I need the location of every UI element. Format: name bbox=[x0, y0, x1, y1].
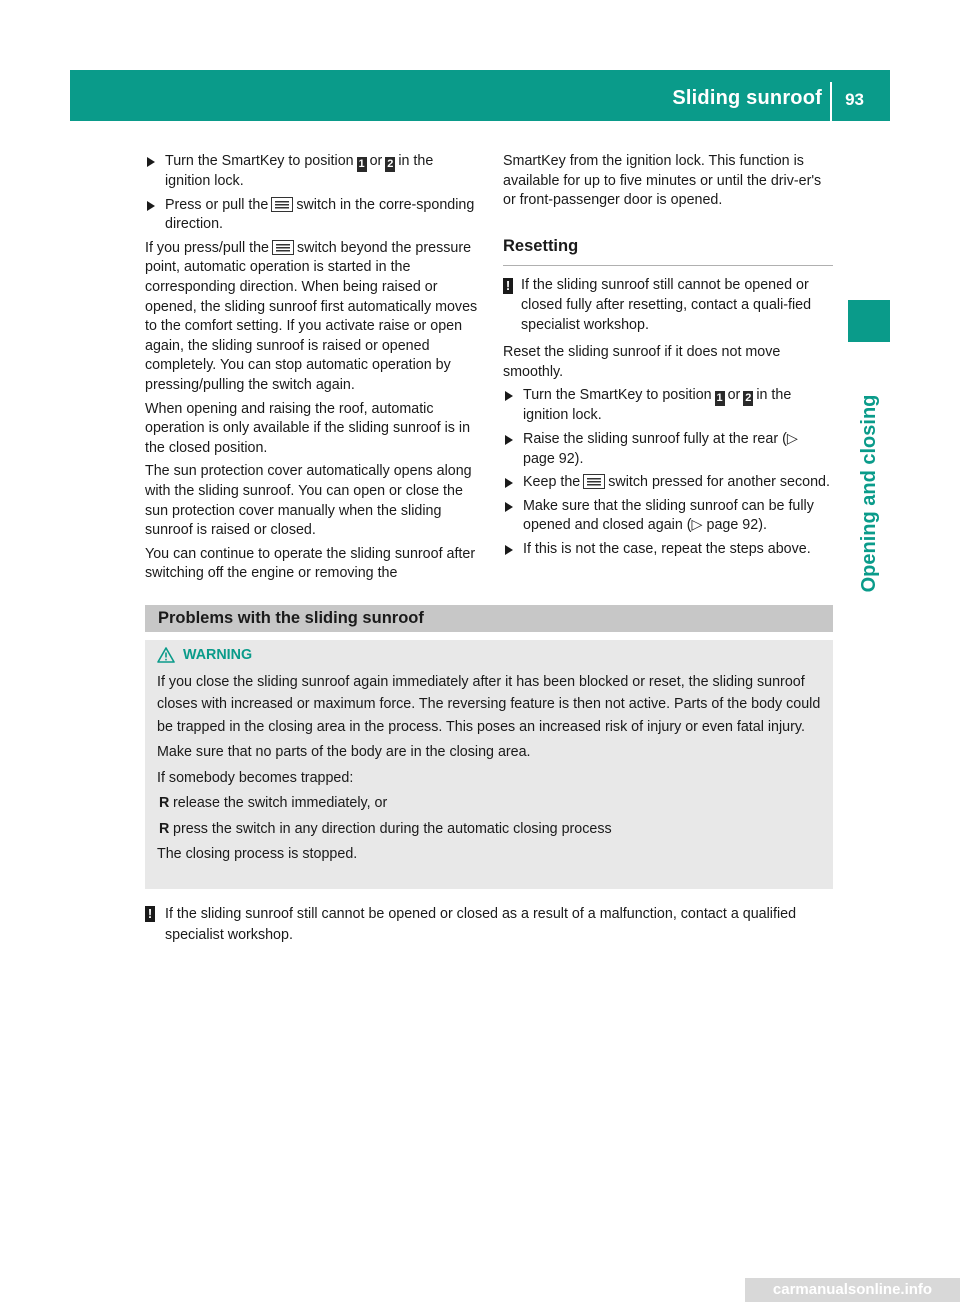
warning-title: WARNING bbox=[157, 644, 825, 667]
exclamation-icon: ! bbox=[503, 278, 513, 294]
step-arrow-icon bbox=[505, 502, 513, 512]
step-arrow-icon bbox=[147, 201, 155, 211]
header-divider bbox=[830, 82, 832, 121]
page-reference-link[interactable]: (▷ page 92). bbox=[523, 430, 798, 467]
warning-triangle-icon bbox=[157, 647, 175, 663]
bullet-icon: R bbox=[159, 795, 170, 811]
paragraph-continue-operate: You can continue to operate the sliding sunroof after switching off the engine or removing the bbox=[145, 545, 476, 582]
warning-make-sure: Make sure that no parts of the body are in the closing area. bbox=[157, 744, 531, 760]
step-arrow-icon bbox=[505, 391, 513, 401]
paragraph-automatic-operation: If you press/pull the switch beyond the pressure point, automatic operation is started in the corresponding direction. When being raised or opened, the sliding sunroof first automatically moves to the comfort setting. If you activate raise or open again, the sliding sunroof is raised or opened completely. You can stop automatic operation by pressing/pulling the switch again. bbox=[145, 239, 478, 393]
side-tab-label: Opening and closing bbox=[858, 394, 880, 593]
paragraph-reset-intro: Reset the sliding sunroof if it does not move smoothly. bbox=[503, 344, 781, 380]
paragraph-sun-protection: The sun protection cover automatically opens along with the sliding sunroof. You can open or close the sun protection cover manually when the sliding sunroof is raised or closed. bbox=[145, 463, 472, 539]
warning-trapped: If somebody becomes trapped: bbox=[157, 769, 354, 786]
step-arrow-icon bbox=[147, 157, 155, 167]
warning-stopped: The closing process is stopped. bbox=[157, 846, 358, 862]
header-bar bbox=[70, 70, 890, 121]
key-position-1-icon: 1 bbox=[716, 392, 723, 405]
side-marker bbox=[848, 300, 890, 342]
key-position-1-icon: 1 bbox=[358, 158, 365, 170]
step-turn-key-reset: Turn the SmartKey to position 1 or 2 in the ignition lock. bbox=[503, 386, 833, 426]
step-raise-sunroof: Raise the sliding sunroof fully at the rear (▷ page 92). bbox=[503, 430, 833, 469]
step-make-sure: Make sure that the sliding sunroof can be fully opened and closed again (▷ page 92). bbox=[503, 497, 833, 536]
paragraph-closed-position: When opening and raising the roof, automatic operation is only available if the sliding sunroof is in the closed position. bbox=[145, 400, 471, 456]
warning-box bbox=[145, 640, 833, 889]
key-position-2-icon: 2 bbox=[745, 392, 752, 405]
step-arrow-icon bbox=[505, 545, 513, 555]
warning-text: If you close the sliding sunroof again immediately after it has been blocked or reset, the sliding sunroof closes with increased or maximum force. The reversing feature is then not active. Parts of the body could be trapped in the closing area in the process. This poses an increased risk of injury or even fatal injury. bbox=[157, 673, 821, 735]
step-press-switch: Press or pull the switch in the corre-sponding direction. bbox=[145, 196, 480, 235]
page-number: 93 bbox=[845, 90, 864, 109]
header-title: Sliding sunroof bbox=[672, 87, 822, 109]
paragraph-continuation: SmartKey from the ignition lock. This function is available for up to five minutes or until the driv-er's or front-passenger door is opened. bbox=[503, 153, 822, 209]
right-column bbox=[503, 152, 833, 564]
page-reference-link[interactable]: (▷ page 92). bbox=[686, 517, 767, 534]
exclamation-icon: ! bbox=[145, 906, 155, 922]
bullet-release-switch: R release the switch immediately, or bbox=[157, 792, 825, 815]
step-turn-key: Turn the SmartKey to position 1 or 2 in the ignition lock. bbox=[145, 152, 480, 192]
watermark: carmanualsonline.info bbox=[745, 1278, 960, 1302]
step-repeat: If this is not the case, repeat the steps above. bbox=[503, 540, 833, 560]
step-arrow-icon bbox=[505, 435, 513, 445]
step-arrow-icon bbox=[505, 478, 513, 488]
sunroof-switch-icon bbox=[583, 474, 605, 489]
resetting-heading: Resetting bbox=[503, 215, 833, 267]
side-tab bbox=[848, 356, 890, 631]
resetting-note: ! If the sliding sunroof still cannot be opened or closed fully after resetting, contact a quali-fied specialist workshop. bbox=[503, 276, 833, 335]
malfunction-note: ! If the sliding sunroof still cannot be opened or closed as a result of a malfunction, contact a qualified specialist workshop. bbox=[145, 904, 833, 946]
bullet-icon: R bbox=[159, 820, 170, 837]
sunroof-switch-icon bbox=[272, 240, 294, 255]
bullet-press-switch: R press the switch in any direction during the automatic closing process bbox=[157, 818, 825, 841]
sunroof-switch-icon bbox=[271, 197, 293, 212]
left-column bbox=[145, 152, 480, 588]
problems-heading: Problems with the sliding sunroof bbox=[145, 605, 833, 632]
step-keep-pressed: Keep the switch pressed for another second. bbox=[503, 473, 833, 493]
key-position-2-icon: 2 bbox=[387, 158, 394, 170]
